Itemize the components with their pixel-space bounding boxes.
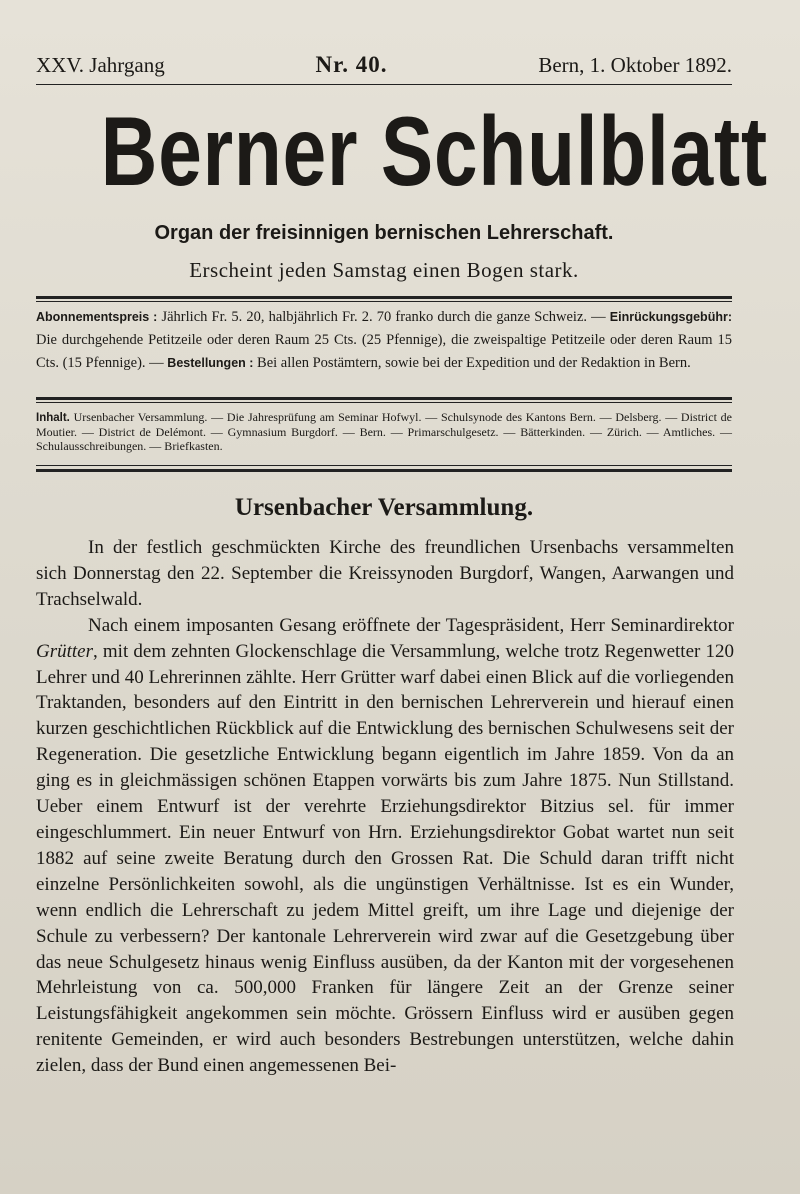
place-date: Bern, 1. Oktober 1892. <box>538 53 732 77</box>
article-title: Ursenbacher Versammlung. <box>234 494 534 521</box>
issue-number: Nr. 40. <box>315 52 388 77</box>
paragraph-text: Nach einem imposanten Gesang eröffnete der Tagespräsident, Herr Seminardirektor <box>88 614 734 636</box>
section-rule-thick <box>36 469 732 472</box>
orders-text: Bei allen Postämtern, sowie bei der Expedition und der Redaktion in Bern. <box>253 355 691 371</box>
orders-label: Bestellungen : <box>167 356 254 370</box>
section-rule-thin <box>36 301 732 302</box>
insertion-fee-text: Die durchgehende Petitzeile oder deren Raum 25 Cts. (25 Pfennige), die zweispaltige Petitzeile oder deren Raum 15 Cts. (15 Pfennige). — <box>36 332 732 371</box>
masthead-rule <box>36 84 732 85</box>
article-paragraph: In der festlich geschmückten Kirche des freundlichen Ursenbachs versammelten sich Donnerstag den 22. September die Kreissynoden Burgdorf, Wangen, Aarwangen und Trachselwald. <box>36 537 734 610</box>
article-body <box>36 535 734 1079</box>
section-rule-thin <box>36 465 732 466</box>
volume-label: XXV. Jahrgang <box>36 53 165 77</box>
publication-frequency: Erscheint jeden Samstag einen Bogen stark. <box>189 258 579 282</box>
contents-text: Ursenbacher Versammlung. — Die Jahresprüfung am Seminar Hofwyl. — Schulsynode des Kantons Bern. — Delsberg. — District de Moutier. — District de Delémont. — Gymnasium Burgdorf. — Bern. — Primarschulgesetz. — Bätterkinden. — Zürich. — Amtliches. — Schulausschreibungen. — Briefkasten. <box>36 410 732 453</box>
newspaper-title: Berner Schulblatt <box>100 96 768 206</box>
table-of-contents <box>36 410 732 453</box>
newspaper-subtitle: Organ der freisinnigen bernischen Lehrerschaft. <box>154 222 614 244</box>
section-rule-thick <box>36 296 732 299</box>
contents-label: Inhalt. <box>36 412 70 424</box>
paragraph-text: , mit dem zehnten Glockenschlage die Versammlung, welche trotz Regenwetter 120 Lehrer und 40 Lehrerinnen zählte. Herr Grütter warf dabei einen Blick auf die vorliegenden Traktanden, besonders auf den Eintritt in den bernischen Lehrerverein und hierauf einen kurzen geschichtlichen Rückblick auf die Entwicklung des bernischen Schulwesens seit der Regeneration. Die gesetzliche Entwicklung begann eigentlich im Jahre 1859. Von da an ging es in gleichmässigen schönen Etappen vorwärts bis zum Jahre 1875. Nun Stillstand. Ueber einem Entwurf ist der verehrte Erziehungsdirektor Bitzius sel. für immer eingeschlummert. Ein neuer Entwurf von Hrn. Erziehungsdirektor Gobat wartet nun seit 1882 auf seine zweite Beratung durch den Grossen Rat. Die Schuld daran trifft nicht einzelne Persönlichkeiten sowohl, als die ungünstigen Verhältnisse. Ist es ein Wunder, wenn endlich die Lehrerschaft zu jedem Mittel greift, um ihre Lage und diejenige der Schule zu verbessern? Der kantonale Lehrerverein wird zwar auf die Gesetzgebung über das neue Schulgesetz hinaus wenig Einfluss ausüben, da der Kanton mit der vorgesehenen Mehrleistung von ca. 500,000 Franken für längere Zeit an der Grenze seiner Leistungsfähigkeit angekommen sein möchte. Grössern Einfluss wird er ausüben gegen renitente Gemeinden, er wird auch besonders Bestrebungen unterstützen, welche dahin zielen, dass der Bund einen angemessenen Bei- <box>36 640 734 1077</box>
insertion-fee-label: Einrückungsgebühr: <box>609 310 732 324</box>
section-rule-thick <box>36 397 732 400</box>
subscription-price-label: Abonnementspreis : <box>36 310 158 324</box>
section-rule-thin <box>36 402 732 403</box>
subscription-info <box>36 306 732 375</box>
person-name: Grütter <box>36 640 93 662</box>
subscription-price-text: Jährlich Fr. 5. 20, halbjährlich Fr. 2. 70 franko durch die ganze Schweiz. — <box>157 309 610 325</box>
article-paragraph <box>36 613 734 1079</box>
masthead-info <box>36 52 732 78</box>
